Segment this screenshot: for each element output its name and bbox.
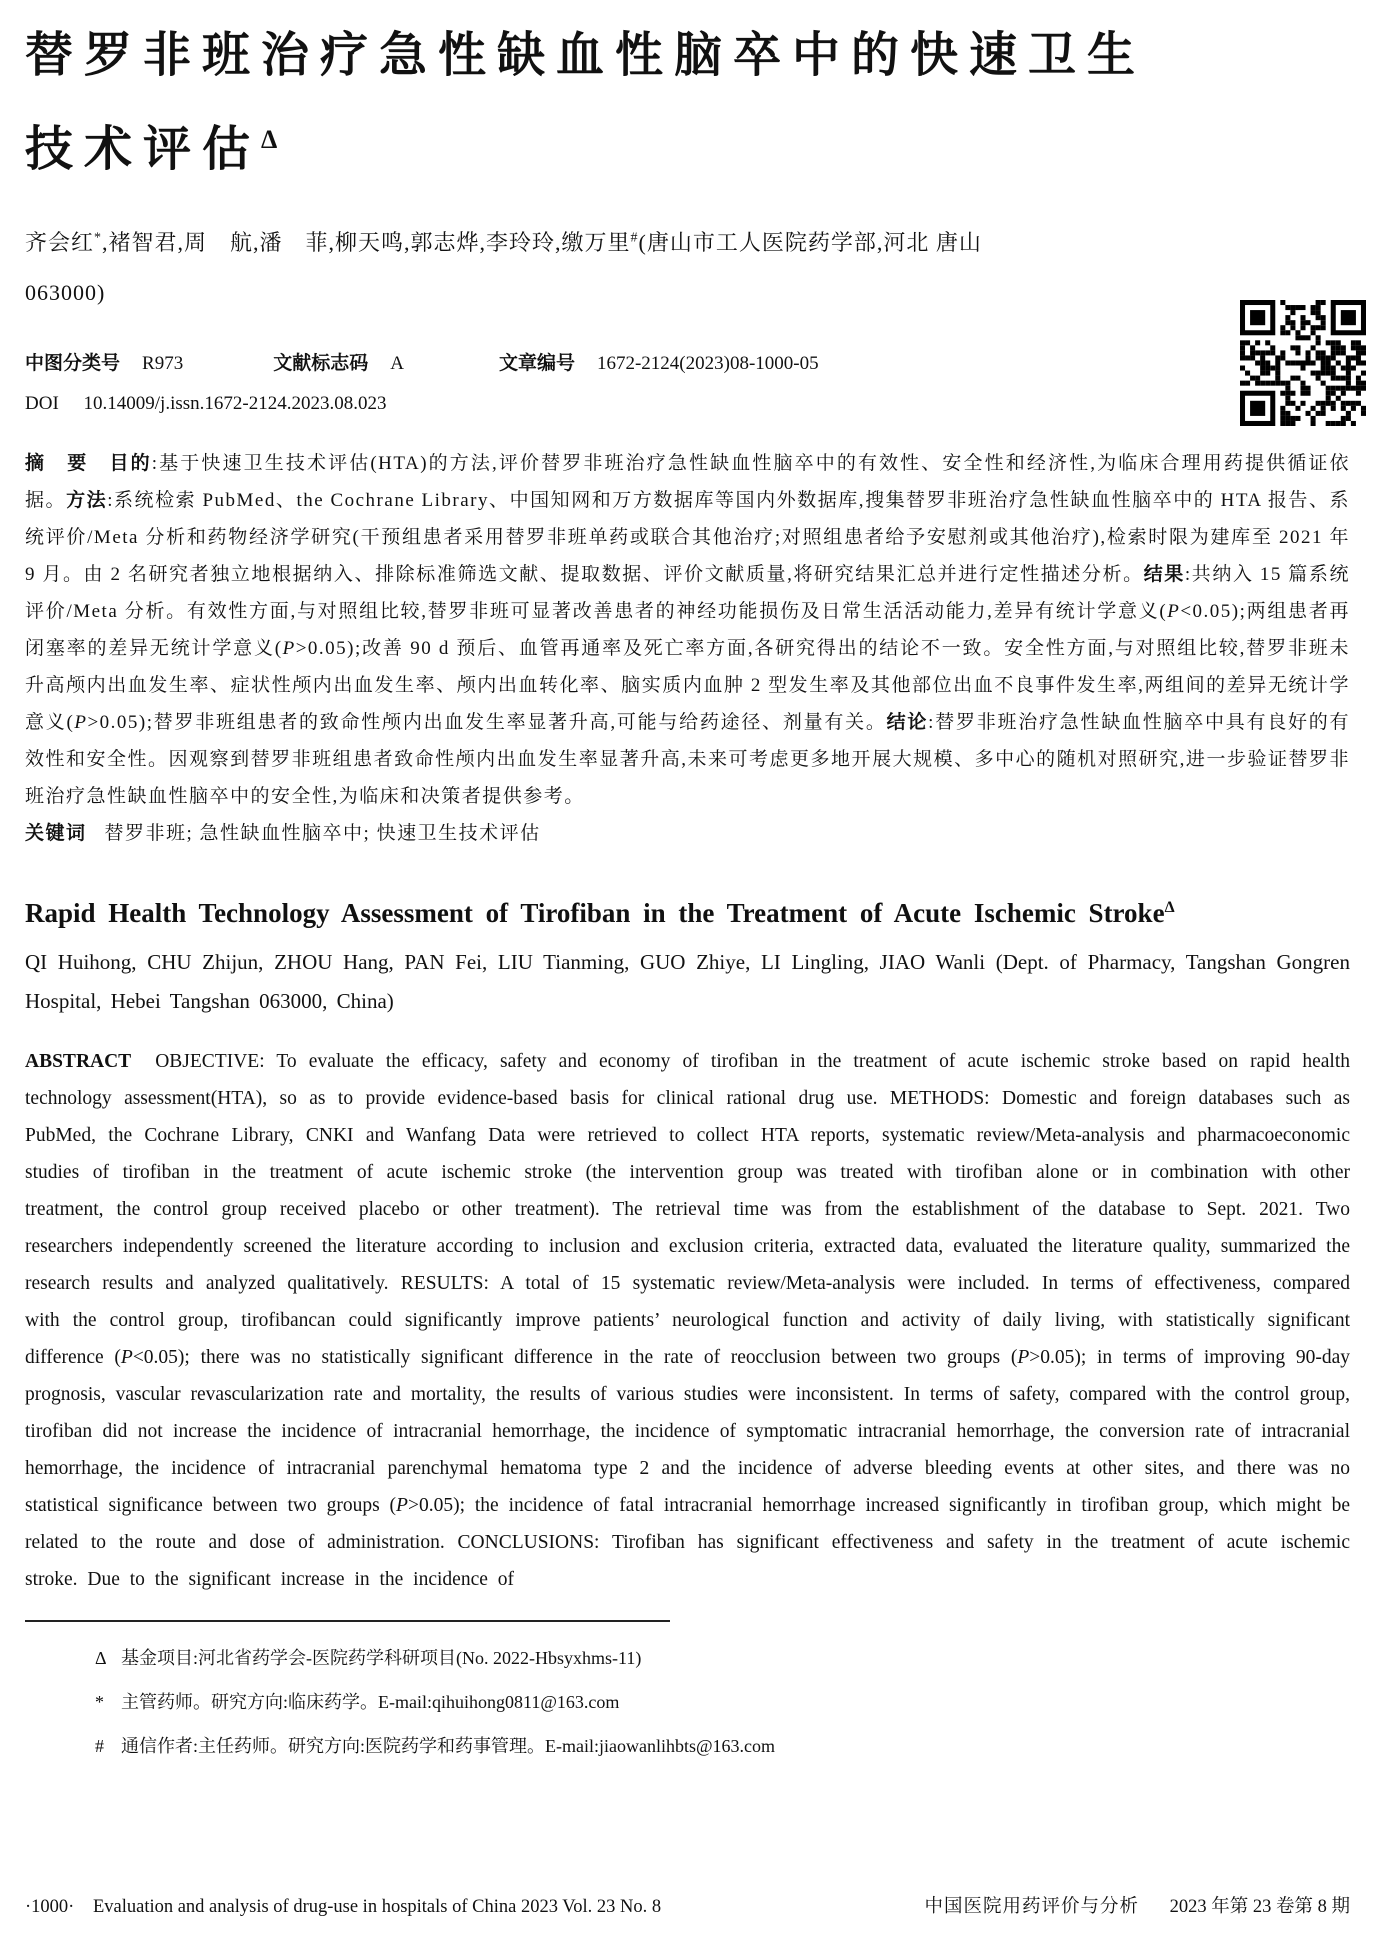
footnote-divider [25, 1620, 670, 1622]
article-title-cn-line1: 替罗非班治疗急性缺血性脑卒中的快速卫生 [25, 29, 1147, 82]
title-en-funding-marker: Δ [1164, 899, 1175, 917]
keywords-cn [25, 815, 1350, 852]
footnote-first-author-text: 主管药师。研究方向:临床药学。E-mail:qihuihong0811@163.com [121, 1692, 620, 1713]
qr-code [1240, 300, 1366, 426]
article-no-value: 1672-2124(2023)08-1000-05 [596, 353, 819, 375]
abstract-cn: 摘 要 目的:基于快速卫生技术评估(HTA)的方法,评价替罗非班治疗急性缺血性脑卒中的有效性、安全性和经济性,为临床合理用药提供循证依据。方法:系统检索 PubMed、the Cochrane Library、中国知网和万方数据库等国内外数据库,搜集替罗非班治疗急性缺血性脑卒中的 HTA 报告、系统评价/Meta 分析和药物经济学研究(干预组患者采用替罗非班单药或联合其他治疗;对照组患者给予安慰剂或其他治疗),检索时限为建库至 2021 年 9 月。由 2 名研究者独立地根据纳入、排除标准筛选文献、提取数据、评价文献质量,将研究结果汇总并进行定性描述分析。结果:共纳入 15 篇系统评价/Meta 分析。有效性方面,与对照组比较,替罗非班可显著改善患者的神经功能损伤及日常生活活动能力,差异有统计学意义(P<0.05);两组患者再闭塞率的差异无统计学意义(P>0.05);改善 90 d 预后、血管再通率及死亡率方面,各研究得出的结论不一致。安全性方面,与对照组比较,替罗非班未升高颅内出血发生率、症状性颅内出血发生率、颅内出血转化率、脑实质内血肿 2 型发生率及其他部位出血不良事件发生率,两组间的差异无统计学意义(P>0.05);替罗非班组患者的致命性颅内出血发生率显著升高,可能与给药途径、剂量有关。结论:替罗非班治疗急性缺血性脑卒中具有良好的有效性和安全性。因观察到替罗非班组患者致命性颅内出血发生率显著升高,未来可考虑更多地开展大规模、多中心的随机对照研究,进一步验证替罗非班治疗急性缺血性脑卒中的安全性,为临床和决策者提供参考。 [25, 453, 1351, 808]
footnote-corresponding-author [95, 1724, 1350, 1768]
footnote-corresponding-author-text: 通信作者:主任药师。研究方向:医院药学和药事管理。E-mail:jiaowanlihbts@163.com [121, 1736, 776, 1757]
authors-cn-line1: 齐会红*,褚智君,周 航,潘 菲,柳天鸣,郭志烨,李玲玲,缴万里#(唐山市工人医院药学部,河北 唐山 [25, 230, 982, 256]
footer-left [25, 1897, 661, 1918]
doi-row [25, 393, 1350, 415]
journal-name-cn: 中国医院用药评价与分析 [924, 1897, 1139, 1917]
doi-label: DOI [25, 393, 59, 415]
abstract-en: ABSTRACT OBJECTIVE: To evaluate the efficacy, safety and economy of tirofiban in the treatment of acute ischemic stroke based on rapid health technology assessment(HTA), so as to provide evidence-based basis for clinical rational drug use. METHODS: Domestic and foreign databases such as PubMed, the Cochrane Library, CNKI and Wanfang Data were retrieved to collect HTA reports, systematic review/Meta-analysis and pharmacoeconomic studies of tirofiban in the treatment of acute ischemic stroke (the intervention group was treated with tirofiban alone or in combination with other treatment, the control group received placebo or other treatment). The retrieval time was from the establishment of the database to Sept. 2021. Two researchers independently screened the literature according to inclusion and exclusion criteria, extracted data, evaluated the literature quality, summarized the research results and analyzed qualitatively. RESULTS: A total of 15 systematic review/Meta-analysis were included. In terms of effectiveness, compared with the control group, tirofibancan could significantly improve patients’ neurological function and activity of daily living, with statistically significant difference (P<0.05); there was no statistically significant difference in the rate of reocclusion between two groups (P>0.05); in terms of improving 90-day prognosis, vascular revascularization rate and mortality, the results of various studies were inconsistent. In terms of safety, compared with the control group, tirofiban did not increase the incidence of intracranial hemorrhage, the incidence of symptomatic intracranial hemorrhage, the conversion rate of intracranial hemorrhage, the incidence of intracranial parenchymal hematoma type 2 and the incidence of adverse bleeding events at other sites, and there was no statistical significance between two groups (P>0.05); the incidence of fatal intracranial hemorrhage increased significantly in tirofiban group, which might be related to the route and dose of administration. CONCLUSIONS: Tirofiban has significant effectiveness and safety in the treatment of acute ischemic stroke. Due to the significant increase in the incidence of [25, 1051, 1350, 1591]
footnote-funding-text: 基金项目:河北省药学会-医院药学科研项目(No. 2022-Hbsyxhms-11) [121, 1648, 642, 1669]
title-funding-marker: Δ [261, 125, 278, 154]
footnote-first-author [95, 1680, 1350, 1724]
doi-value: 10.14009/j.issn.1672-2124.2023.08.023 [83, 393, 387, 415]
clc-label: 中图分类号 [25, 353, 121, 375]
footnote-funding-marker: Δ [95, 1648, 107, 1669]
authors-en: QI Huihong, CHU Zhijun, ZHOU Hang, PAN Fei, LIU Tianming, GUO Zhiye, LI Lingling, JIAO Wanli (Dept. of Pharmacy, Tangshan Gongren Hospital, Hebei Tangshan 063000, China) [25, 950, 1350, 1014]
footnotes [25, 1636, 1350, 1768]
article-title-en-text: Rapid Health Technology Assessment of Tirofiban in the Treatment of Acute Ischemic Stroke [25, 898, 1165, 929]
page-footer [25, 1892, 1350, 1918]
journal-name-en: Evaluation and analysis of drug-use in hospitals of China 2023 Vol. 23 No. 8 [92, 1897, 662, 1917]
keywords-label: 关键词 [25, 823, 87, 845]
doc-code-label: 文献标志码 [273, 353, 369, 375]
clc-value: R973 [142, 353, 184, 375]
article-title-cn-line2: 技术评估 [25, 123, 262, 176]
article-no-label: 文章编号 [498, 353, 575, 375]
page-number: ·1000· [25, 1897, 75, 1917]
authors-cn [25, 214, 1350, 318]
doc-code-value: A [390, 353, 404, 375]
footnote-corresponding-author-marker: # [95, 1736, 104, 1757]
article-title-cn [25, 14, 1350, 192]
keywords-text: 替罗非班; 急性缺血性脑卒中; 快速卫生技术评估 [104, 823, 541, 845]
journal-issue-cn: 2023 年第 23 卷第 8 期 [1169, 1897, 1350, 1917]
meta-row [25, 348, 1350, 375]
footnote-funding [95, 1636, 1350, 1680]
authors-cn-line2: 063000) [25, 280, 106, 306]
footnote-first-author-marker: * [95, 1692, 104, 1713]
footer-right [924, 1892, 1350, 1918]
article-title-en [25, 888, 1350, 933]
qr-code-image [1240, 300, 1366, 426]
